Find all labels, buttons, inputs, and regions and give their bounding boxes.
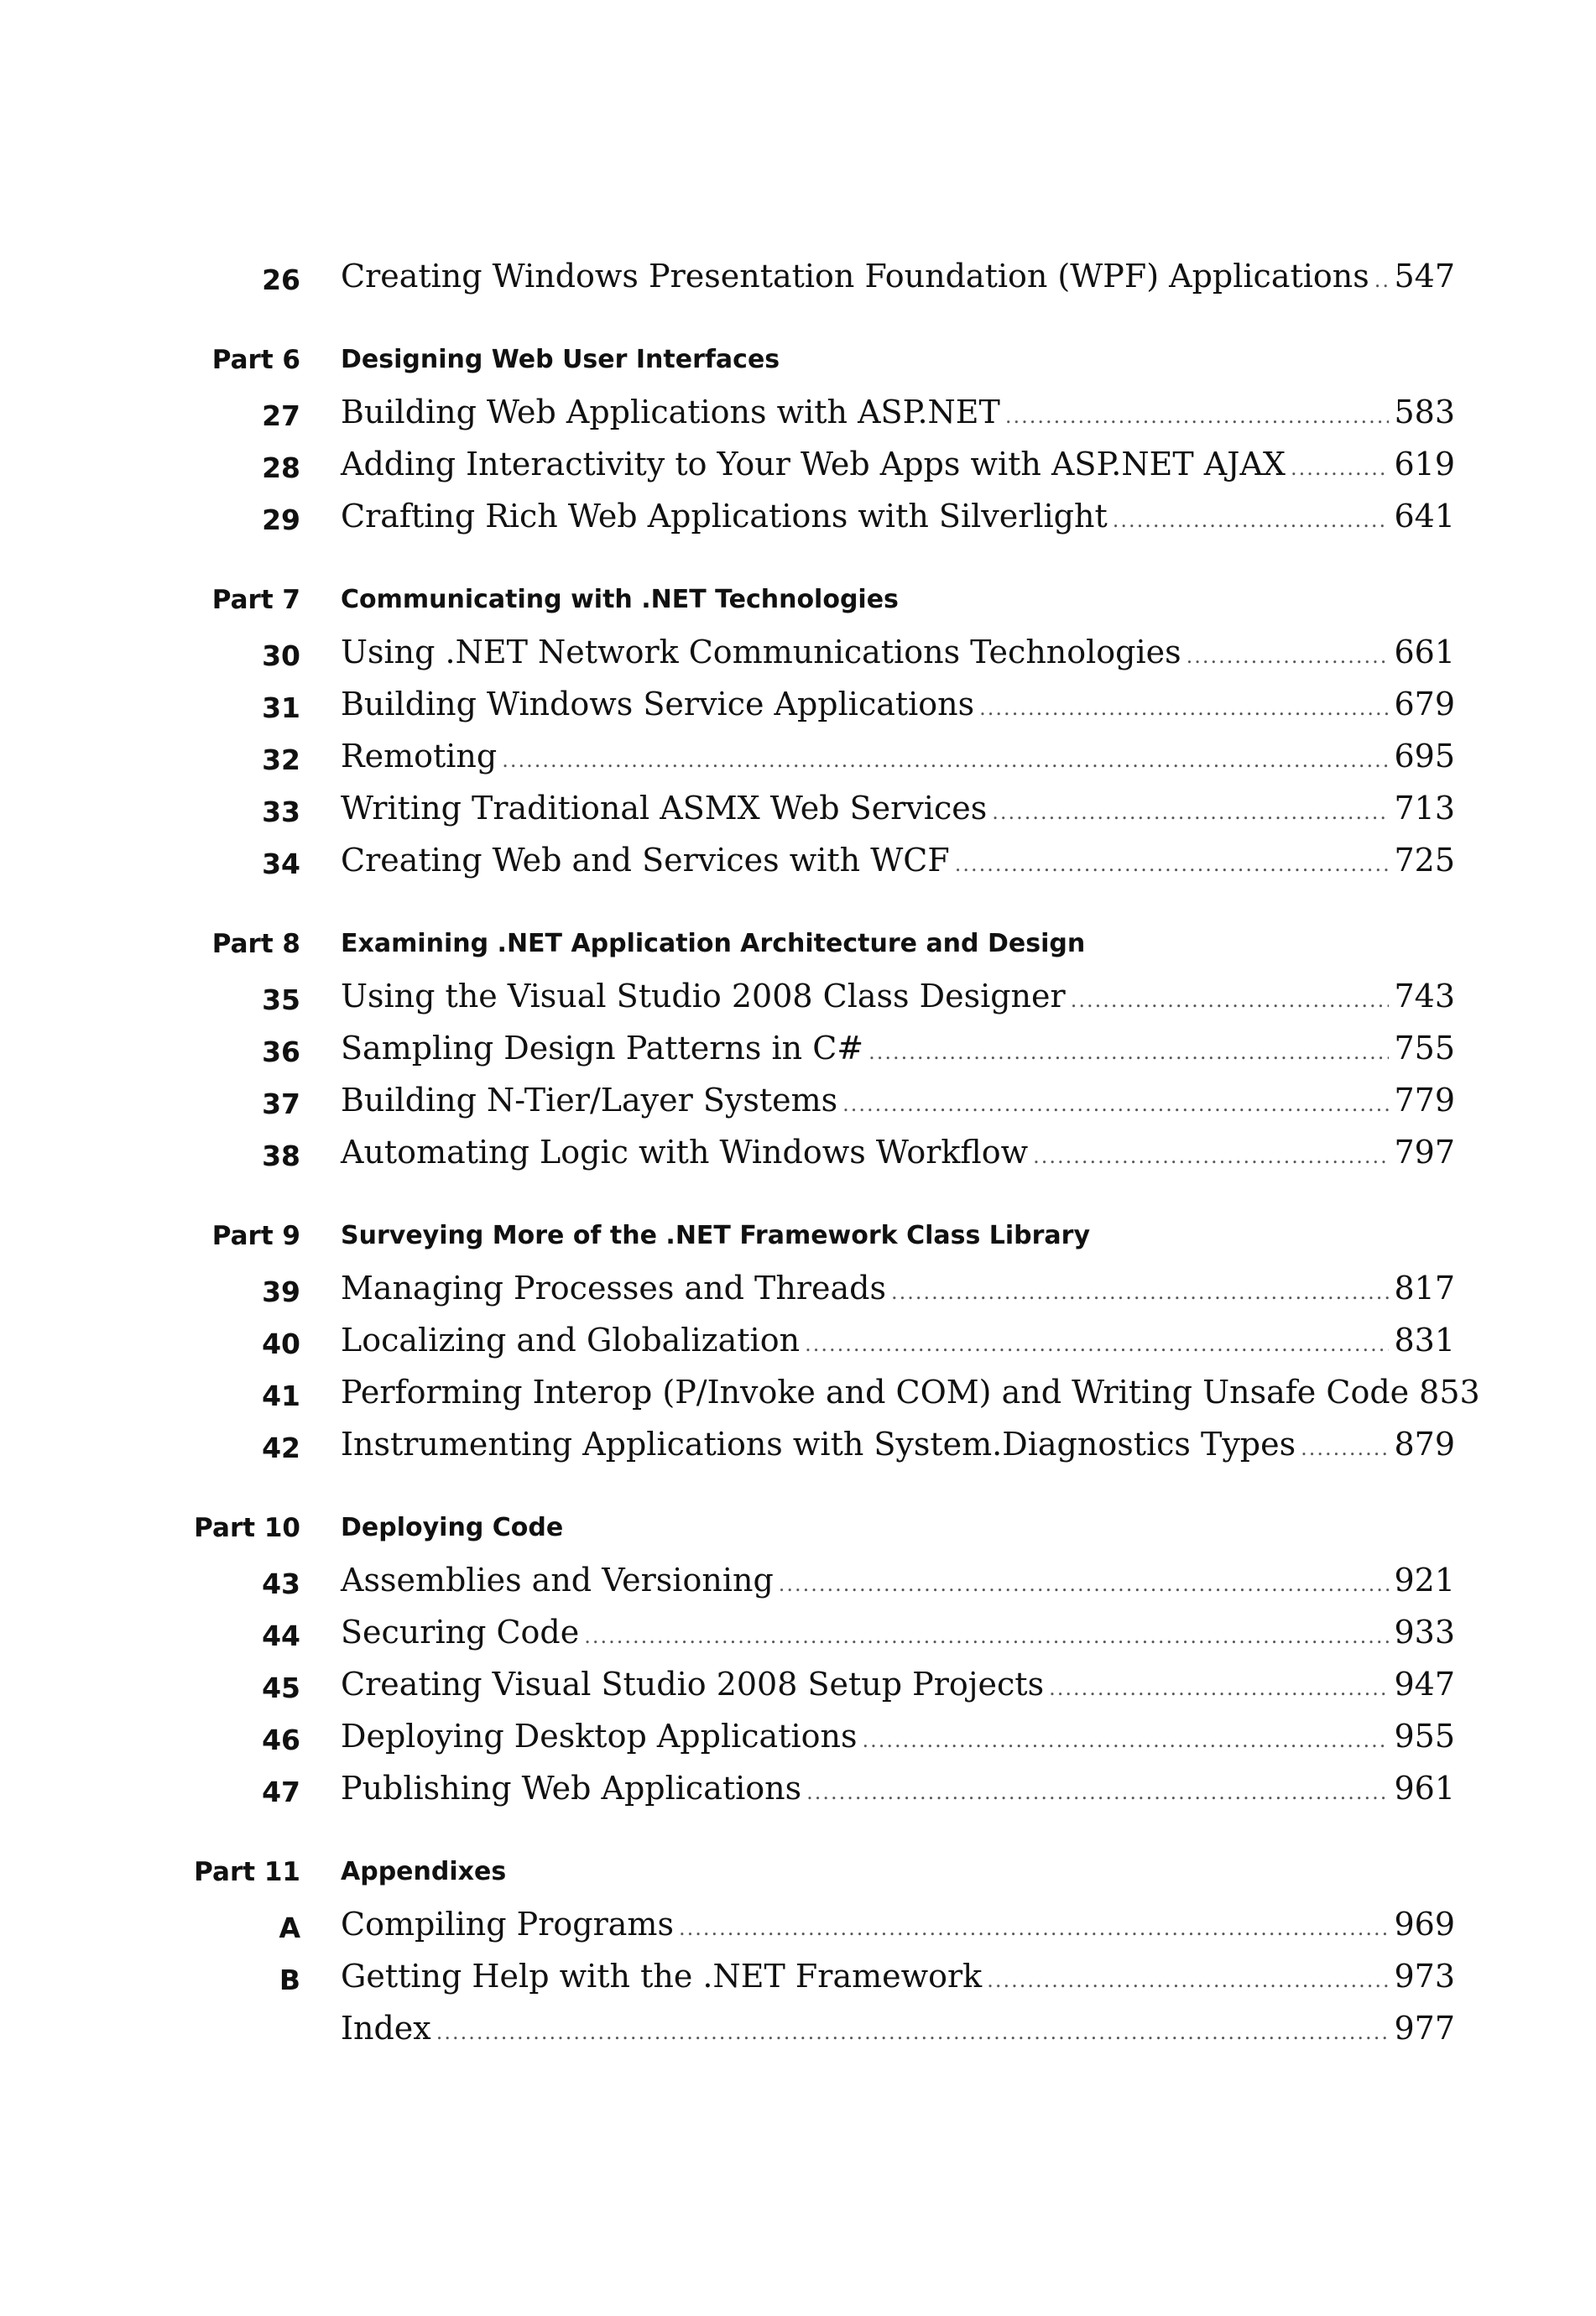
- dot-leader: [1291, 456, 1389, 480]
- entry-title-line: [341, 1374, 1480, 1411]
- page-number: 679: [1394, 686, 1455, 722]
- dot-leader: [1033, 1145, 1389, 1168]
- chapter-number: 41: [262, 1380, 300, 1412]
- chapter-title: Managing Processes and Threads: [341, 1270, 886, 1307]
- chapter-title: Using the Visual Studio 2008 Class Designer: [341, 978, 1066, 1015]
- entry-title-line: [341, 1562, 1455, 1599]
- page-number: 641: [1394, 498, 1455, 535]
- page-number: 695: [1394, 738, 1455, 775]
- entry-title-line: [341, 1857, 1455, 1886]
- entry-title-line: [341, 1958, 1455, 1995]
- chapter-number: 30: [262, 639, 300, 672]
- chapter-number: 43: [262, 1567, 300, 1600]
- dot-leader: [987, 1969, 1389, 1992]
- entry-title-line: [341, 1666, 1455, 1703]
- chapter-number: B: [279, 1964, 300, 1996]
- entry-title-line: [341, 686, 1455, 722]
- entry-title-line: [341, 1082, 1455, 1119]
- chapter-title: Building N-Tier/Layer Systems: [341, 1082, 838, 1119]
- chapter-number: 39: [262, 1275, 300, 1308]
- entry-title-line: [341, 1770, 1455, 1807]
- chapter-title: Publishing Web Applications: [341, 1770, 802, 1807]
- dot-leader: [1374, 269, 1390, 292]
- entry-title-line: [341, 1513, 1455, 1542]
- chapter-number: 42: [262, 1432, 300, 1464]
- dot-leader: [1113, 509, 1390, 532]
- page-number: 879: [1394, 1426, 1455, 1463]
- page-number: 713: [1394, 790, 1455, 827]
- part-title: Communicating with .NET Technologies: [341, 585, 899, 614]
- chapter-title: Deploying Desktop Applications: [341, 1718, 858, 1755]
- dot-leader: [1187, 644, 1390, 668]
- page-number: 547: [1394, 258, 1455, 295]
- entry-title-line: [341, 790, 1455, 827]
- entry-title-line: [341, 1426, 1455, 1463]
- chapter-number: 32: [262, 743, 300, 776]
- dot-leader: [805, 1333, 1389, 1356]
- dot-leader: [891, 1281, 1389, 1304]
- page-number: 961: [1394, 1770, 1455, 1807]
- dot-leader: [842, 1093, 1389, 1116]
- chapter-number: 36: [262, 1035, 300, 1068]
- dot-leader: [806, 1781, 1389, 1804]
- chapter-number: 27: [262, 399, 300, 432]
- chapter-title: Getting Help with the .NET Framework: [341, 1958, 983, 1995]
- part-title: Designing Web User Interfaces: [341, 345, 780, 374]
- dot-leader: [1049, 1677, 1389, 1700]
- chapter-title: Writing Traditional ASMX Web Services: [341, 790, 988, 827]
- chapter-number: 26: [262, 263, 300, 296]
- entry-title-line: [341, 2010, 1455, 2047]
- part-number: Part 9: [211, 1221, 300, 1251]
- chapter-number: 35: [262, 983, 300, 1016]
- dot-leader: [862, 1729, 1389, 1752]
- chapter-number: 47: [262, 1776, 300, 1808]
- page-number: 977: [1394, 2010, 1455, 2047]
- chapter-title: Using .NET Network Communications Technologies: [341, 634, 1181, 670]
- entry-title-line: [341, 929, 1455, 958]
- part-number: Part 8: [211, 929, 300, 959]
- part-title: Examining .NET Application Architecture and Design: [341, 929, 1086, 958]
- entry-title-line: [341, 394, 1455, 430]
- chapter-number: 38: [262, 1140, 300, 1172]
- page-number: 619: [1394, 446, 1455, 482]
- part-number: Part 7: [211, 585, 300, 615]
- chapter-title: Creating Visual Studio 2008 Setup Projects: [341, 1666, 1045, 1703]
- dot-leader: [1071, 988, 1390, 1012]
- entry-title-line: [341, 1614, 1455, 1651]
- page-number: 755: [1394, 1030, 1455, 1067]
- chapter-title: Building Windows Service Applications: [341, 686, 975, 722]
- page-number: 853: [1419, 1374, 1480, 1411]
- chapter-title: Crafting Rich Web Applications with Silverlight: [341, 498, 1108, 535]
- part-number: Part 6: [211, 345, 300, 375]
- entry-title-line: [341, 1221, 1455, 1250]
- chapter-title: Assemblies and Versioning: [341, 1562, 774, 1599]
- page-number: 779: [1394, 1082, 1455, 1119]
- part-number: Part 11: [194, 1857, 300, 1887]
- entry-title-line: [341, 1134, 1455, 1171]
- dot-leader: [868, 1041, 1389, 1064]
- chapter-title: Sampling Design Patterns in C#: [341, 1030, 864, 1067]
- dot-leader: [992, 801, 1389, 824]
- chapter-number: 33: [262, 795, 300, 828]
- chapter-title: Building Web Applications with ASP.NET: [341, 394, 1000, 430]
- chapter-title: Compiling Programs: [341, 1906, 674, 1943]
- chapter-number: 37: [262, 1088, 300, 1120]
- chapter-title: Adding Interactivity to Your Web Apps with ASP.NET AJAX: [341, 446, 1286, 482]
- dot-leader: [1301, 1437, 1389, 1460]
- part-title: Surveying More of the .NET Framework Class Library: [341, 1221, 1091, 1250]
- chapter-number: 40: [262, 1328, 300, 1360]
- page-number: 969: [1394, 1906, 1455, 1943]
- chapter-number: 34: [262, 848, 300, 880]
- entry-title-line: [341, 1906, 1455, 1943]
- part-number: Part 10: [194, 1513, 300, 1543]
- page-number: 725: [1394, 842, 1455, 879]
- chapter-number: A: [279, 1912, 300, 1944]
- page-number: 933: [1394, 1614, 1455, 1651]
- dot-leader: [779, 1573, 1390, 1596]
- entry-title-line: [341, 498, 1455, 535]
- dot-leader: [679, 1917, 1390, 1940]
- dot-leader: [955, 853, 1390, 876]
- chapter-title: Remoting: [341, 738, 498, 775]
- chapter-title: Creating Web and Services with WCF: [341, 842, 950, 879]
- entry-title-line: [341, 634, 1455, 670]
- dot-leader: [1005, 404, 1390, 428]
- chapter-title: Securing Code: [341, 1614, 580, 1651]
- dot-leader: [436, 2021, 1390, 2044]
- chapter-title: Localizing and Globalization: [341, 1322, 801, 1359]
- page-number: 743: [1394, 978, 1455, 1015]
- dot-leader: [502, 749, 1389, 772]
- page-number: 661: [1394, 634, 1455, 670]
- entry-title-line: [341, 446, 1455, 482]
- page-number: 583: [1394, 394, 1455, 430]
- chapter-number: 44: [262, 1620, 300, 1652]
- chapter-title: Instrumenting Applications with System.Diagnostics Types: [341, 1426, 1296, 1463]
- entry-title-line: [341, 258, 1455, 295]
- chapter-title: Creating Windows Presentation Foundation (WPF) Applications: [341, 258, 1369, 295]
- chapter-title: Performing Interop (P/Invoke and COM) and Writing Unsafe Code: [341, 1374, 1410, 1411]
- entry-title-line: [341, 978, 1455, 1015]
- entry-title-line: [341, 1030, 1455, 1067]
- page-number: 955: [1394, 1718, 1455, 1755]
- dot-leader: [979, 696, 1389, 720]
- entry-title-line: [341, 842, 1455, 879]
- part-title: Appendixes: [341, 1857, 507, 1886]
- page-number: 973: [1394, 1958, 1455, 1995]
- entry-title-line: [341, 585, 1455, 614]
- entry-title-line: [341, 738, 1455, 775]
- page-number: 797: [1394, 1134, 1455, 1171]
- dot-leader: [584, 1625, 1389, 1648]
- page-number: 817: [1394, 1270, 1455, 1307]
- page-number: 831: [1394, 1322, 1455, 1359]
- entry-title-line: [341, 1718, 1455, 1755]
- chapter-number: 29: [262, 503, 300, 536]
- entry-title-line: [341, 345, 1455, 374]
- entry-title-line: [341, 1322, 1455, 1359]
- chapter-number: 28: [262, 451, 300, 484]
- chapter-number: 46: [262, 1724, 300, 1756]
- page-number: 921: [1394, 1562, 1455, 1599]
- page-number: 947: [1394, 1666, 1455, 1703]
- part-title: Deploying Code: [341, 1513, 564, 1542]
- entry-title-line: [341, 1270, 1455, 1307]
- chapter-number: 31: [262, 691, 300, 724]
- chapter-title: Index: [341, 2010, 431, 2047]
- chapter-number: 45: [262, 1672, 300, 1704]
- chapter-title: Automating Logic with Windows Workflow: [341, 1134, 1029, 1171]
